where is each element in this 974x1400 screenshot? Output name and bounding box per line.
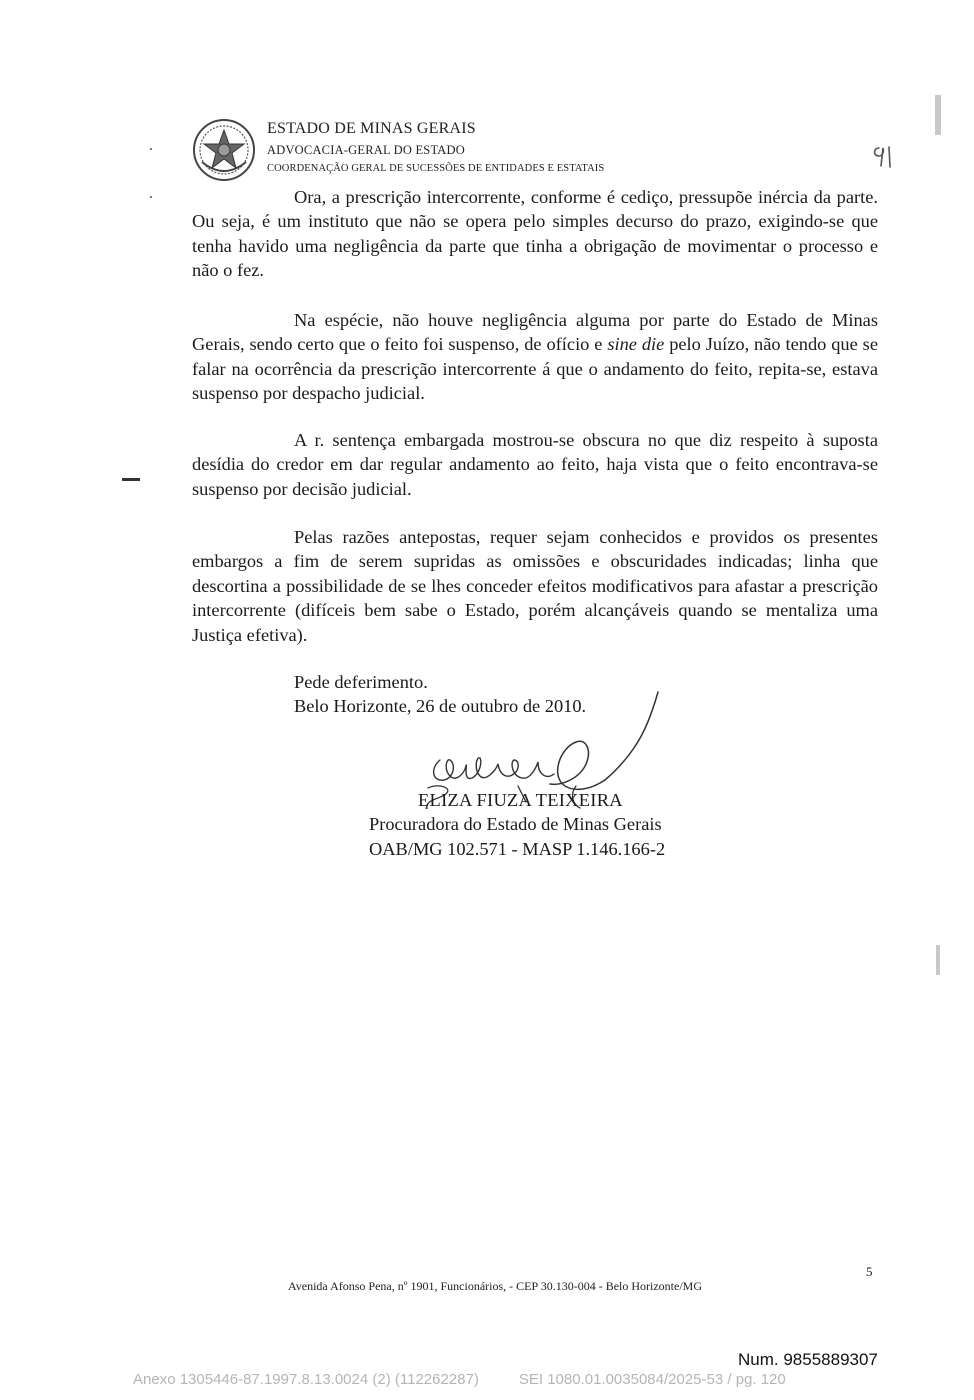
signer-name: ELIZA FIUZA TEIXEIRA (418, 790, 623, 810)
closing-place-date: Belo Horizonte, 26 de outubro de 2010. (294, 696, 587, 716)
paragraph-no-negligence-end: pelo Juízo, não tendo que se falar na ocorrência da prescrição intercorrente á que o andamento do feito, repita-se, estava suspenso por despacho judicial. (192, 334, 878, 404)
paragraph-no-negligence-start: Na espécie, não houve negligência alguma por parte do Estado de Minas Gerais, sendo certo que o feito foi suspenso, de ofício e (192, 310, 878, 355)
coat-of-arms-icon (192, 118, 256, 182)
sei-reference: SEI 1080.01.0035084/2025-53 / pg. 120 (518, 1371, 786, 1388)
document-number-stamp: Num. 9855889307 (738, 1350, 878, 1369)
signer-registration: OAB/MG 102.571 - MASP 1.146.166-2 (369, 839, 666, 859)
paragraph-no-negligence (192, 308, 878, 406)
paragraph-obscure-sentence: A r. sentença embargada mostrou-se obscura no que diz respeito à suposta desídia do credor em dar regular andamento ao feito, haja vista que o feito encontrava-se suspenso por decisão judicial. (192, 430, 878, 499)
annex-stamp-line (133, 1371, 786, 1388)
scan-artifact (150, 148, 152, 150)
scan-artifact (122, 478, 140, 481)
header-agency: ADVOCACIA-GERAL DO ESTADO (267, 143, 465, 157)
scan-artifact (935, 95, 941, 135)
signer-role: Procuradora do Estado de Minas Gerais (369, 814, 662, 834)
page-number: 5 (866, 1264, 873, 1279)
header-state: ESTADO DE MINAS GERAIS (267, 120, 476, 137)
closing-request: Pede deferimento. (294, 672, 428, 692)
header-department: COORDENAÇÃO GERAL DE SUCESSÕES DE ENTIDADES E ESTATAIS (267, 163, 605, 174)
annex-reference: Anexo 1305446-87.1997.8.13.0024 (2) (112262287) (133, 1371, 479, 1388)
footer-address: Avenida Afonso Pena, nº 1901, Funcionários, - CEP 30.130-004 - Belo Horizonte/MG (288, 1279, 703, 1293)
paragraph-prescription: Ora, a prescrição intercorrente, conforme é cediço, pressupõe inércia da parte. Ou seja, é um instituto que não se opera pelo simples decurso do prazo, exigindo-se que tenha havido uma negligência da parte que tinha a obrigação de movimentar o processo e não o fez. (192, 187, 878, 281)
scan-artifact (150, 196, 152, 198)
paragraph-request: Pelas razões antepostas, requer sejam conhecidos e providos os presentes embargos a fim de serem supridas as omissões e obscuridades indicadas; linha que descortina a possibilidade de se lhes conceder efeitos modificativos para afastar a prescrição intercorrente (difíceis bem sabe o Estado, porém alcançáveis quando se mentaliza uma Justiça efetiva). (192, 527, 878, 645)
handwritten-folio-number (870, 142, 896, 172)
latin-term-sine-die: sine die (607, 334, 665, 355)
scan-artifact (936, 945, 940, 975)
